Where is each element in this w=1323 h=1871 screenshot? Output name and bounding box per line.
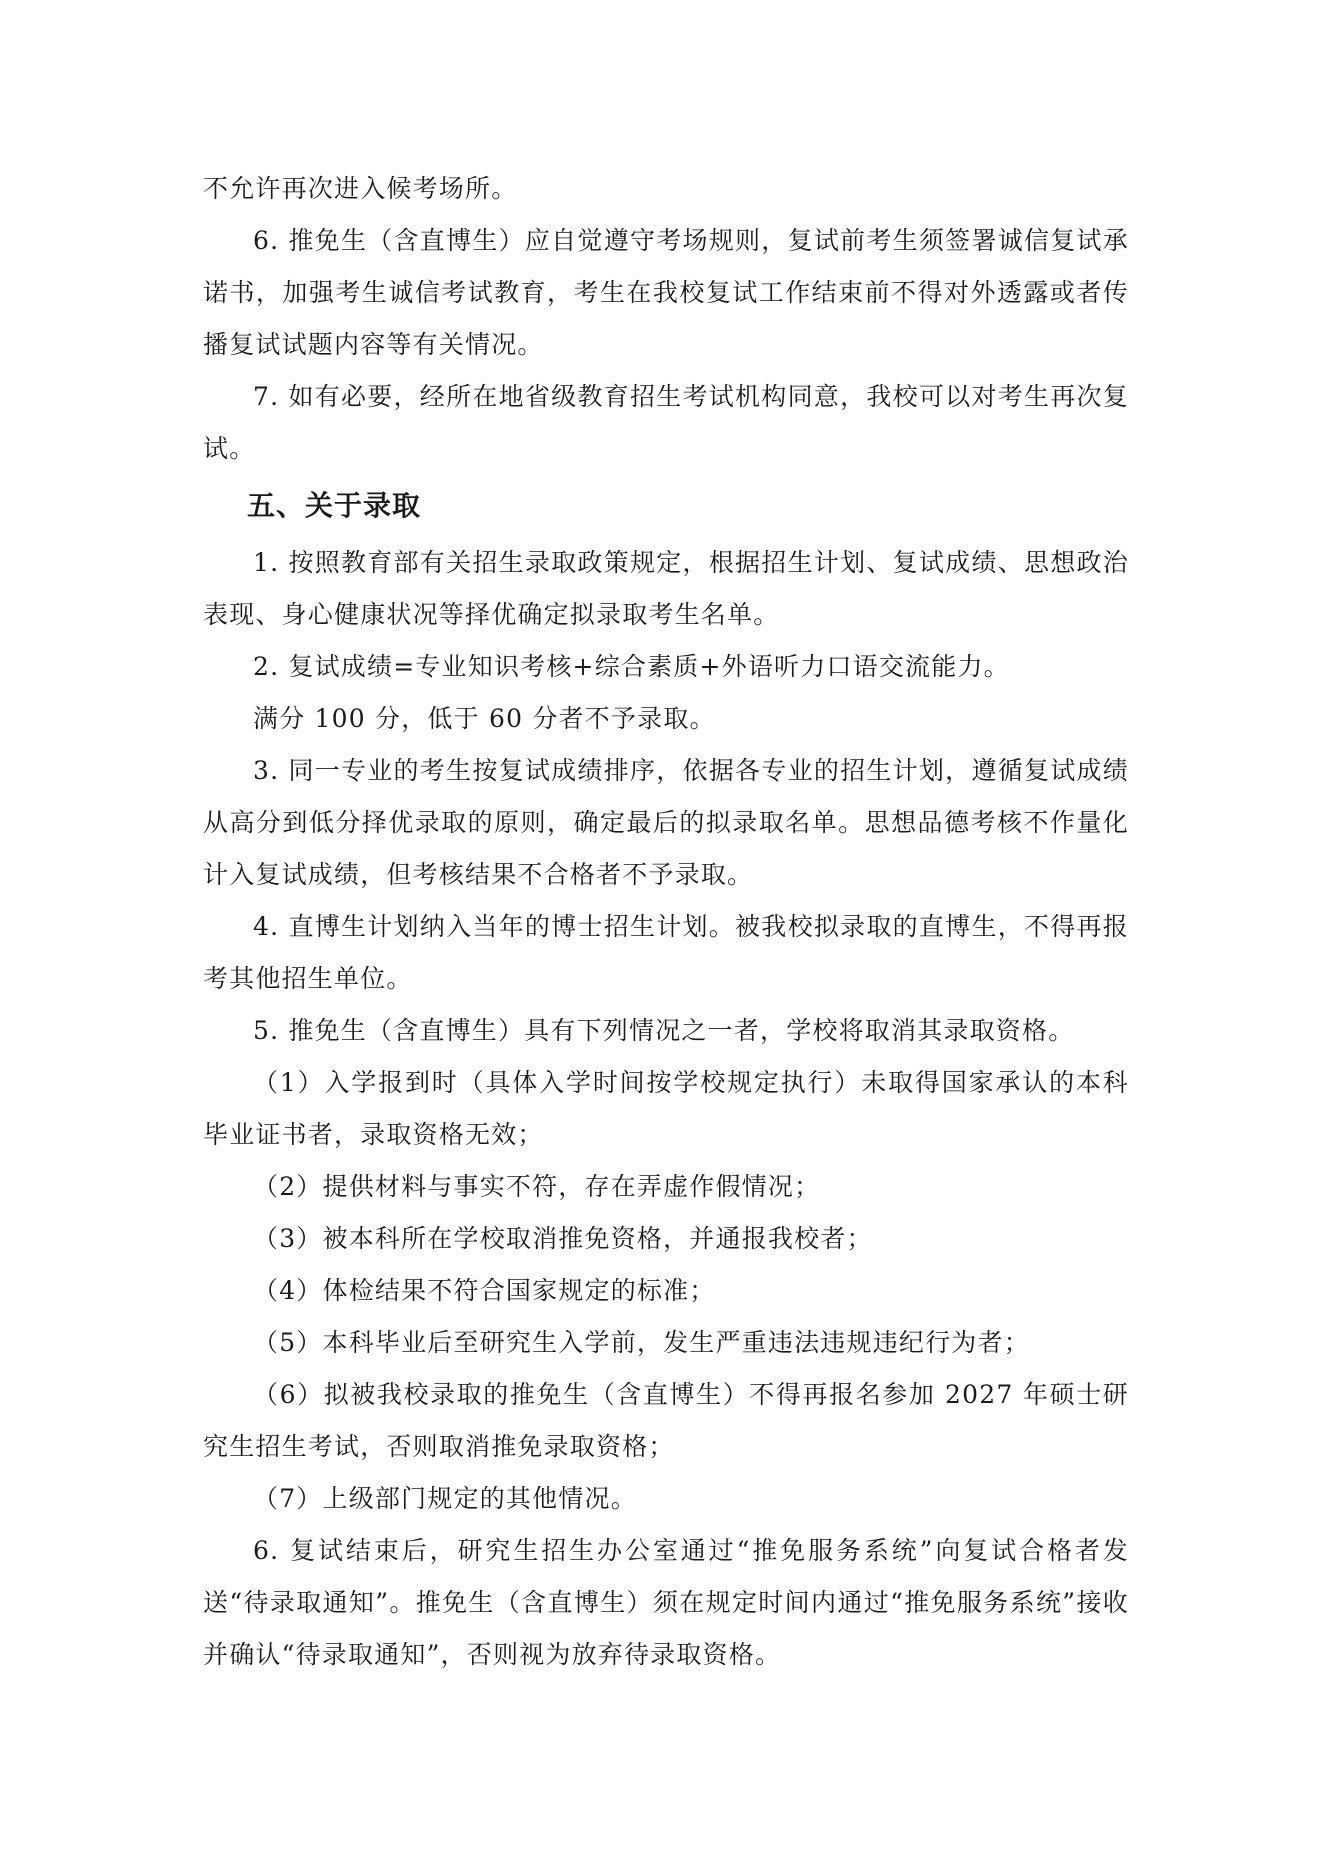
- list-item-6: （6）拟被我校录取的推免生（含直博生）不得再报名参加 2027 年硕士研究生招生考试，否则取消推免录取资格；: [203, 1380, 1129, 1461]
- paragraph-admission-2: 2. 复试成绩=专业知识考核+综合素质+外语听力口语交流能力。: [253, 652, 1010, 681]
- paragraph-continuation: 不允许再次进入候考场所。: [203, 174, 518, 203]
- section-heading-admission: 五、关于录取: [247, 489, 422, 522]
- list-item-3: （3）被本科所在学校取消推免资格，并通报我校者；: [253, 1224, 873, 1253]
- paragraph-admission-5: 5. 推免生（含直博生）具有下列情况之一者，学校将取消其录取资格。: [253, 1016, 1075, 1045]
- list-item-2: （2）提供材料与事实不符，存在弄虚作假情况；: [253, 1172, 821, 1201]
- paragraph-admission-1: 1. 按照教育部有关招生录取政策规定，根据招生计划、复试成绩、思想政治表现、身心健康状况等择优确定拟录取考生名单。: [203, 548, 1129, 629]
- paragraph-admission-3: 3. 同一专业的考生按复试成绩排序，依据各专业的招生计划，遵循复试成绩从高分到低分择优录取的原则，确定最后的拟录取名单。思想品德考核不作量化计入复试成绩，但考核结果不合格者不予录取。: [203, 756, 1129, 889]
- paragraph-full-score: 满分 100 分，低于 60 分者不予录取。: [253, 704, 716, 733]
- document-body: [203, 163, 1129, 1681]
- list-item-5: （5）本科毕业后至研究生入学前，发生严重违法违规违纪行为者；: [253, 1328, 1030, 1357]
- paragraph-admission-4: 4. 直博生计划纳入当年的博士招生计划。被我校拟录取的直博生，不得再报考其他招生单位。: [203, 912, 1129, 993]
- paragraph-item-7: 7. 如有必要，经所在地省级教育招生考试机构同意，我校可以对考生再次复试。: [203, 382, 1129, 463]
- list-item-1: （1）入学报到时（具体入学时间按学校规定执行）未取得国家承认的本科毕业证书者，录取资格无效；: [203, 1068, 1129, 1149]
- paragraph-item-6: 6. 推免生（含直博生）应自觉遵守考场规则，复试前考生须签署诚信复试承诺书，加强考生诚信考试教育，考生在我校复试工作结束前不得对外透露或者传播复试试题内容等有关情况。: [203, 226, 1129, 359]
- paragraph-admission-6: 6. 复试结束后，研究生招生办公室通过“推免服务系统”向复试合格者发送“待录取通知”。推免生（含直博生）须在规定时间内通过“推免服务系统”接收并确认“待录取通知”，否则视为放弃待录取资格。: [203, 1536, 1129, 1669]
- list-item-4: （4）体检结果不符合国家规定的标准；: [253, 1276, 716, 1305]
- list-item-7: （7）上级部门规定的其他情况。: [253, 1484, 637, 1513]
